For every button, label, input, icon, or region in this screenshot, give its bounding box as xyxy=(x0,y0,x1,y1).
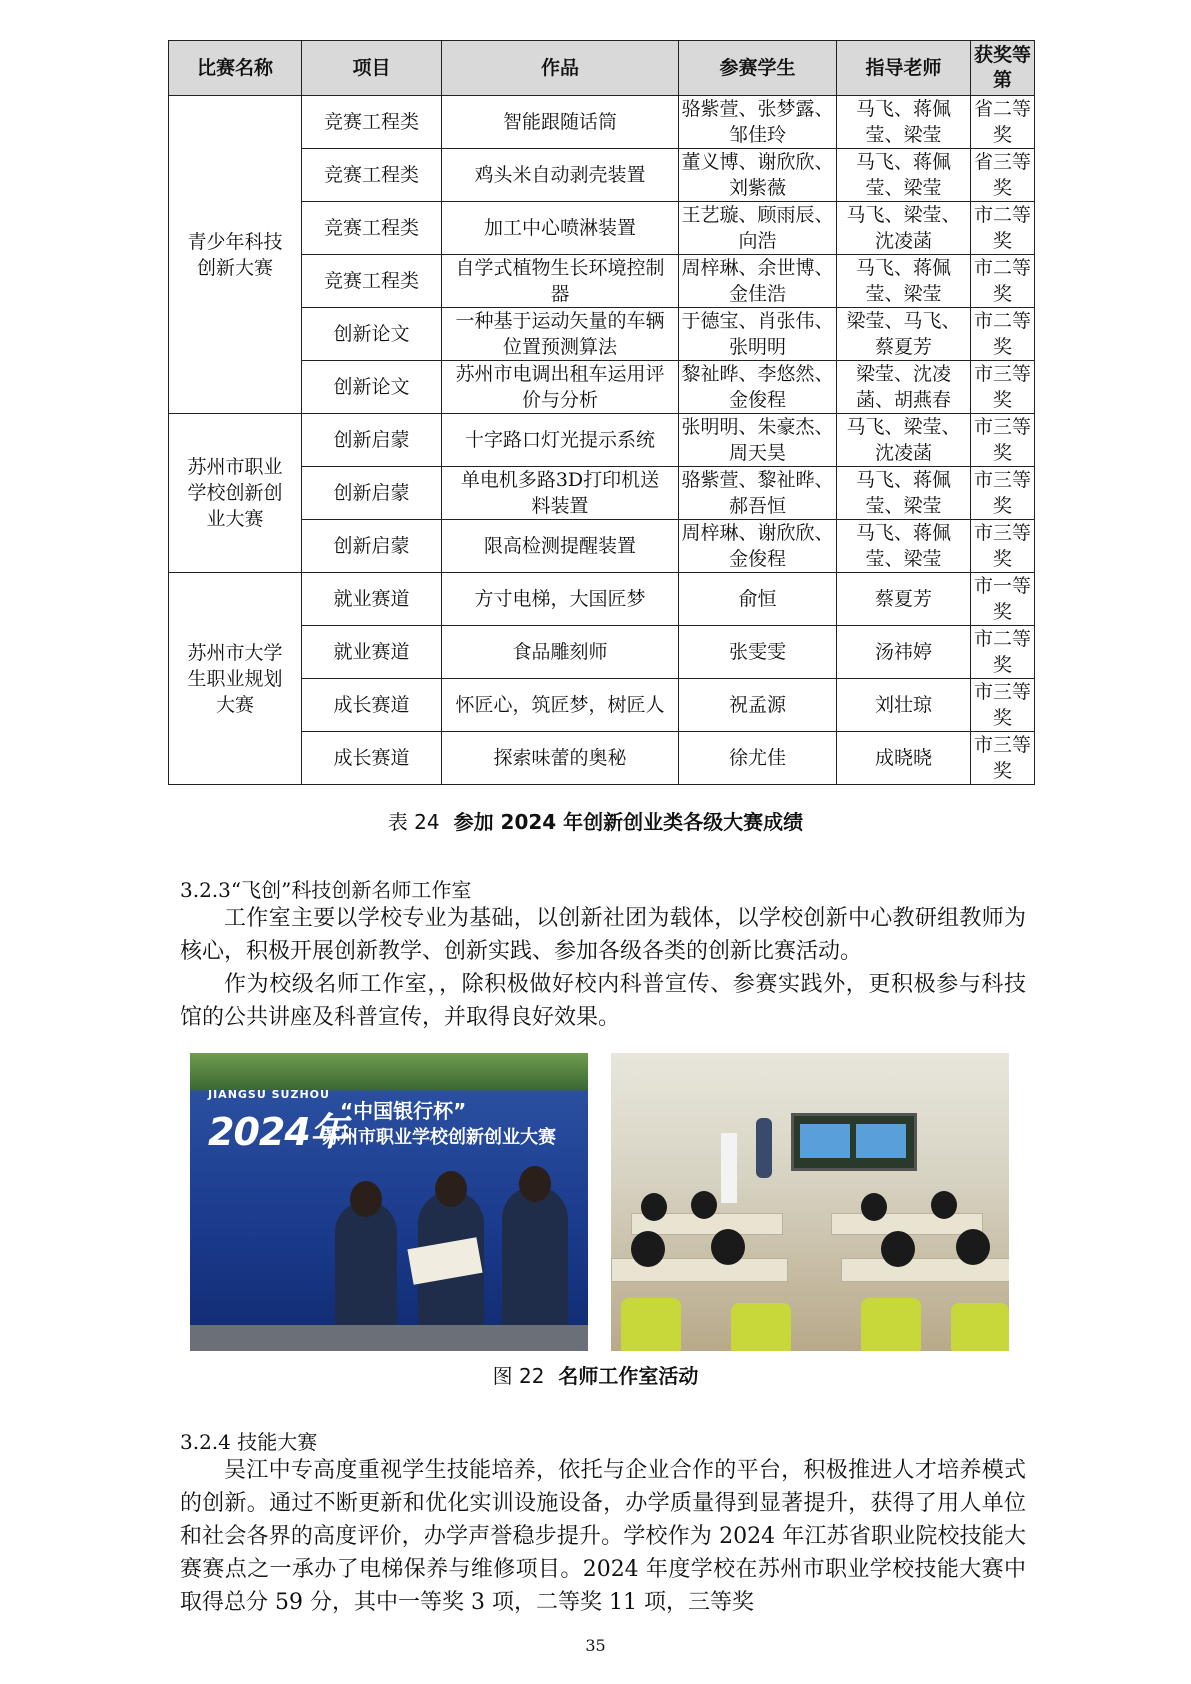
results-table xyxy=(168,40,1035,785)
chair xyxy=(951,1303,1009,1351)
cell-category: 创新启蒙 xyxy=(302,467,442,520)
cell-competition: 苏州市大学生职业规划大赛 xyxy=(169,573,302,785)
cell-teachers: 梁莹、马飞、蔡夏芳 xyxy=(837,308,971,361)
cell-competition: 苏州市职业学校创新创业大赛 xyxy=(169,414,302,573)
air-conditioner xyxy=(721,1133,737,1203)
cell-category: 成长赛道 xyxy=(302,679,442,732)
cell-work: 一种基于运动矢量的车辆位置预测算法 xyxy=(442,308,679,361)
cell-award: 市三等奖 xyxy=(971,520,1035,573)
cell-teachers: 马飞、梁莹、沈凌菡 xyxy=(837,202,971,255)
student-head xyxy=(861,1193,887,1221)
cell-category: 就业赛道 xyxy=(302,626,442,679)
paragraph-324-1: 吴江中专高度重视学生技能培养，依托与企业合作的平台，积极推进人才培养模式的创新。通过不断更新和优化实训设施设备，办学质量得到显著提升，获得了用人单位和社会各界的高度评价，办学声誉稳步提升。学校作为 2024 年江苏省职业院校技能大赛赛点之一承办了电梯保养与维修项目。2024 年度学校在苏州市职业学校技能大赛中取得总分 59 分，其中一等奖 3 项，二等奖 11 项，三等奖 xyxy=(180,1458,1026,1615)
student-head xyxy=(631,1231,665,1267)
cell-students: 周梓琳、余世博、金佳浩 xyxy=(679,255,837,308)
photo-competition-team xyxy=(190,1053,588,1351)
cell-work: 食品雕刻师 xyxy=(442,626,679,679)
cell-category: 创新论文 xyxy=(302,308,442,361)
figure-caption-text: 名师工作室活动 xyxy=(558,1364,699,1388)
table-row xyxy=(169,573,1035,626)
cell-category: 竞赛工程类 xyxy=(302,96,442,149)
cell-students: 于德宝、肖张伟、张明明 xyxy=(679,308,837,361)
cell-teachers: 马飞、蒋佩莹、梁莹 xyxy=(837,520,971,573)
cell-students: 王艺璇、顾雨辰、向浩 xyxy=(679,202,837,255)
cell-teachers: 马飞、梁莹、沈凌菡 xyxy=(837,414,971,467)
desk xyxy=(841,1258,1009,1282)
cell-students: 骆紫萱、黎祉晔、郝吾恒 xyxy=(679,467,837,520)
cell-work: 单电机多路3D打印机送料装置 xyxy=(442,467,679,520)
photo-classroom-lecture xyxy=(611,1053,1009,1351)
banner-title: 苏州市职业学校创新创业大赛 xyxy=(322,1127,556,1148)
cell-work: 鸡头米自动剥壳装置 xyxy=(442,149,679,202)
table-caption-text: 参加 2024 年创新创业类各级大赛成绩 xyxy=(453,810,804,834)
cell-students: 骆紫萱、张梦露、邹佳玲 xyxy=(679,96,837,149)
cell-work: 智能跟随话筒 xyxy=(442,96,679,149)
cell-award: 市三等奖 xyxy=(971,732,1035,785)
cell-work: 探索味蕾的奥秘 xyxy=(442,732,679,785)
cell-students: 俞恒 xyxy=(679,573,837,626)
cell-teachers: 马飞、蒋佩莹、梁莹 xyxy=(837,467,971,520)
header-award: 获奖等第 xyxy=(971,41,1035,96)
cell-work: 方寸电梯，大国匠梦 xyxy=(442,573,679,626)
table-body xyxy=(169,96,1035,785)
cell-award: 市三等奖 xyxy=(971,414,1035,467)
section-heading-323: 3.2.3“飞创”科技创新名师工作室 xyxy=(180,878,472,902)
cell-award: 市二等奖 xyxy=(971,308,1035,361)
cell-category: 竞赛工程类 xyxy=(302,255,442,308)
paragraph-323-2: 作为校级名师工作室，，除积极做好校内科普宣传、参赛实践外，更积极参与科技馆的公共讲座及科普宣传，并取得良好效果。 xyxy=(180,972,1026,1030)
cell-teachers: 汤祎婷 xyxy=(837,626,971,679)
figure-caption xyxy=(0,1360,1191,1389)
banner-year: 2024年 xyxy=(208,1110,347,1154)
cell-teachers: 马飞、蒋佩莹、梁莹 xyxy=(837,149,971,202)
header-work: 作品 xyxy=(442,41,679,96)
cell-competition: 青少年科技创新大赛 xyxy=(169,96,302,414)
cell-category: 创新论文 xyxy=(302,361,442,414)
cell-teachers: 刘壮琼 xyxy=(837,679,971,732)
cell-category: 创新启蒙 xyxy=(302,414,442,467)
chair xyxy=(731,1303,791,1351)
cell-teachers: 梁莹、沈凌菡、胡燕春 xyxy=(837,361,971,414)
student-head xyxy=(350,1181,382,1217)
cell-teachers: 成晓晓 xyxy=(837,732,971,785)
table-caption-label: 表 24 xyxy=(387,810,440,834)
lecturer-figure xyxy=(756,1118,772,1178)
cell-work: 苏州市电调出租车运用评价与分析 xyxy=(442,361,679,414)
display-screen xyxy=(856,1124,906,1158)
section-heading-324: 3.2.4 技能大赛 xyxy=(180,1430,318,1454)
cell-students: 董义博、谢欣欣、刘紫薇 xyxy=(679,149,837,202)
student-head xyxy=(711,1229,745,1265)
cell-students: 黎祉晔、李悠然、金俊程 xyxy=(679,361,837,414)
header-competition: 比赛名称 xyxy=(169,41,302,96)
cell-award: 市三等奖 xyxy=(971,679,1035,732)
table-header-row xyxy=(169,41,1035,96)
cell-work: 自学式植物生长环境控制器 xyxy=(442,255,679,308)
student-head xyxy=(519,1166,551,1202)
cell-work: 加工中心喷淋装置 xyxy=(442,202,679,255)
table-row xyxy=(169,414,1035,467)
banner-small-text: JIANGSU SUZHOU xyxy=(208,1088,330,1101)
student-head xyxy=(641,1193,667,1221)
cell-award: 市二等奖 xyxy=(971,255,1035,308)
cell-work: 十字路口灯光提示系统 xyxy=(442,414,679,467)
cell-work: 限高检测提醒装置 xyxy=(442,520,679,573)
header-teachers: 指导老师 xyxy=(837,41,971,96)
cell-category: 就业赛道 xyxy=(302,573,442,626)
cell-category: 成长赛道 xyxy=(302,732,442,785)
student-head xyxy=(931,1191,957,1219)
banner-cup: “中国银行杯” xyxy=(340,1099,467,1123)
cell-award: 省三等奖 xyxy=(971,149,1035,202)
cell-award: 市三等奖 xyxy=(971,361,1035,414)
table-caption xyxy=(0,806,1191,835)
page-number: 35 xyxy=(585,1636,606,1655)
cell-students: 张明明、朱豪杰、周天昊 xyxy=(679,414,837,467)
cell-category: 创新启蒙 xyxy=(302,520,442,573)
chair xyxy=(621,1298,681,1351)
chair xyxy=(861,1298,921,1351)
student-head xyxy=(956,1229,990,1265)
student-head xyxy=(691,1191,717,1219)
cell-category: 竞赛工程类 xyxy=(302,149,442,202)
paragraph-323-1: 工作室主要以学校专业为基础，以创新社团为载体，以学校创新中心教研组教师为核心，积极开展创新教学、创新实践、参加各级各类的创新比赛活动。 xyxy=(180,906,1026,964)
desk xyxy=(831,1213,983,1235)
figure-caption-label: 图 22 xyxy=(492,1364,545,1388)
floor xyxy=(190,1325,588,1351)
header-students: 参赛学生 xyxy=(679,41,837,96)
cell-award: 市三等奖 xyxy=(971,467,1035,520)
student-head xyxy=(881,1231,915,1267)
cell-teachers: 蔡夏芳 xyxy=(837,573,971,626)
cell-students: 祝孟源 xyxy=(679,679,837,732)
cell-award: 市二等奖 xyxy=(971,202,1035,255)
cell-award: 省二等奖 xyxy=(971,96,1035,149)
table-row xyxy=(169,96,1035,149)
student-head xyxy=(435,1171,467,1207)
cell-students: 徐尤佳 xyxy=(679,732,837,785)
cell-category: 竞赛工程类 xyxy=(302,202,442,255)
cell-students: 张雯雯 xyxy=(679,626,837,679)
header-category: 项目 xyxy=(302,41,442,96)
cell-students: 周梓琳、谢欣欣、金俊程 xyxy=(679,520,837,573)
cell-teachers: 马飞、蒋佩莹、梁莹 xyxy=(837,96,971,149)
blackboard xyxy=(791,1113,917,1171)
cell-teachers: 马飞、蒋佩莹、梁莹 xyxy=(837,255,971,308)
cell-award: 市二等奖 xyxy=(971,626,1035,679)
cell-work: 怀匠心，筑匠梦，树匠人 xyxy=(442,679,679,732)
cell-award: 市一等奖 xyxy=(971,573,1035,626)
display-screen xyxy=(800,1124,850,1158)
